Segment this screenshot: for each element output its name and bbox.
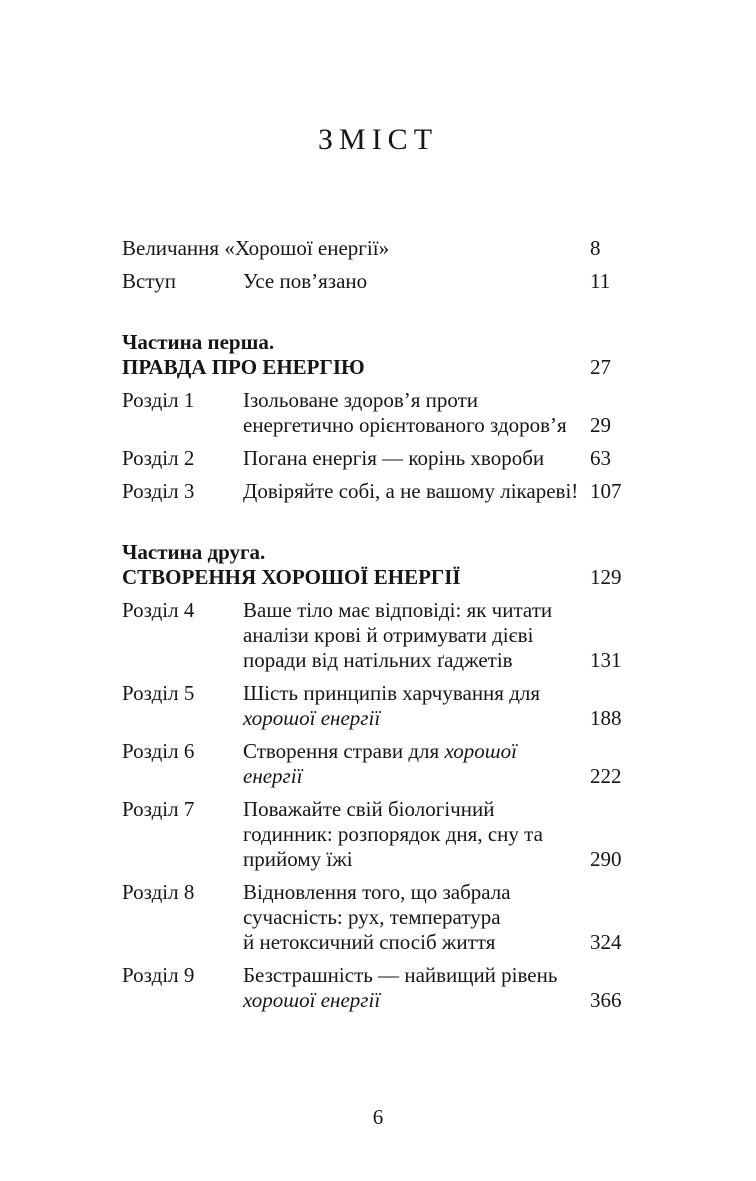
page-number-value: 107: [590, 479, 622, 503]
entry-page-number: [590, 269, 628, 294]
toc-title-line: [243, 269, 590, 294]
part-heading-line: СТВОРЕННЯ ХОРОШОЇ ЕНЕРГІЇ: [122, 565, 461, 589]
page-number-value: 8: [590, 236, 601, 260]
chapter-label: Розділ 6: [122, 739, 195, 763]
part-heading-line: ПРАВДА ПРО ЕНЕРГІЮ: [122, 355, 365, 379]
toc-title-run: поради від натільних ґаджетів: [243, 648, 513, 672]
toc-title-run: Шість принципів харчування для: [243, 681, 541, 705]
chapter-entry: [122, 388, 628, 438]
part-heading-line: Частина друга.: [122, 540, 266, 564]
chapter-entry: [122, 963, 628, 1013]
page-number-value: 366: [590, 988, 622, 1012]
toc-title-line: [243, 648, 590, 673]
chapter-entry: [122, 446, 628, 471]
page-number-value: 11: [590, 269, 611, 293]
entry-title-lines: [243, 479, 590, 504]
chapter-entry: [122, 880, 628, 955]
page-number-value: 222: [590, 764, 622, 788]
toc-title-line: [243, 847, 590, 872]
page-number-value: 131: [590, 648, 622, 672]
toc-title-run: Ваше тіло має відповіді: як читати: [243, 598, 553, 622]
entry-title-lines: [122, 330, 590, 380]
toc-title-line: [243, 764, 590, 789]
entry-title-lines: [243, 797, 590, 872]
entry-page-number: [590, 330, 628, 380]
page-number-value: 63: [590, 446, 611, 470]
chapter-label: Розділ 3: [122, 479, 195, 503]
entry-page-number: [590, 479, 628, 504]
chapter-label: Розділ 2: [122, 446, 195, 470]
toc-title-run: Відновлення того, що забрала: [243, 880, 511, 904]
toc-part: [122, 540, 628, 1013]
entry-page-number: [590, 598, 628, 673]
entry-title-lines: [243, 739, 590, 789]
toc-title-line: [122, 236, 590, 261]
chapter-label: Розділ 4: [122, 598, 195, 622]
toc-title-run: сучасність: рух, температура: [243, 905, 501, 929]
toc-title-line: [243, 479, 590, 504]
entry-title-lines: [243, 880, 590, 955]
toc-title-line: [243, 988, 590, 1013]
heading-entry: [122, 540, 628, 590]
toc-title-run: Ізольоване здоров’я проти: [243, 388, 479, 412]
toc-title-run: Величання «Хорошої енергії»: [122, 236, 390, 260]
toc-title-line: [243, 446, 590, 471]
toc-part: [122, 330, 628, 504]
chapter-label: Розділ 1: [122, 388, 195, 412]
entry-page-number: [590, 388, 628, 438]
entry-page-number: [590, 963, 628, 1013]
page-number-value: 29: [590, 413, 611, 437]
page-number-value: 188: [590, 706, 622, 730]
toc-title-run-italic: хорошої енергії: [243, 988, 381, 1012]
page-title: ЗМІСТ: [317, 123, 439, 157]
entry-page-number: [590, 446, 628, 471]
entry-title-lines: [243, 963, 590, 1013]
toc-title-line: [243, 963, 590, 988]
toc-title-line: [243, 739, 590, 764]
toc-title-line: [243, 822, 590, 847]
toc-title-line: [243, 706, 590, 731]
entry-page-number: [590, 540, 628, 590]
chapter-label: Розділ 9: [122, 963, 195, 987]
front-matter-entry: [122, 236, 628, 261]
entry-title-lines: [122, 236, 590, 261]
toc-title-line: [243, 388, 590, 413]
toc-list: [122, 236, 628, 1021]
chapter-label: Розділ 7: [122, 797, 195, 821]
toc-title-run: Усе пов’язано: [243, 269, 368, 293]
entry-title-lines: [122, 540, 590, 590]
toc-title-line: [243, 905, 590, 930]
toc-title-run-italic: хорошої енергії: [243, 706, 381, 730]
front-matter-entry: [122, 269, 628, 294]
toc-title-run: Створення страви для: [243, 739, 445, 763]
page-number-value: 324: [590, 930, 622, 954]
entry-page-number: [590, 236, 628, 261]
toc-title-run: годинник: розпорядок дня, сну та: [243, 822, 543, 846]
toc-title-run: Безстрашність — найвищий рівень: [243, 963, 558, 987]
entry-title-lines: [243, 388, 590, 438]
entry-page-number: [590, 739, 628, 789]
toc-title-line: [243, 623, 590, 648]
chapter-entry: [122, 739, 628, 789]
toc-title-run: й нетоксичний спосіб життя: [243, 930, 496, 954]
toc-title-run-italic: хорошої: [444, 739, 517, 763]
toc-title-line: [243, 797, 590, 822]
chapter-label: Розділ 8: [122, 880, 195, 904]
entry-title-lines: [243, 446, 590, 471]
toc-title-run: прийому їжі: [243, 847, 353, 871]
entry-page-number: [590, 681, 628, 731]
chapter-entry: [122, 479, 628, 504]
toc-title-line: [243, 413, 590, 438]
toc-title-line: [243, 681, 590, 706]
entry-title-lines: [243, 598, 590, 673]
chapter-entry: [122, 681, 628, 731]
toc-title-run: енергетично орієнтованого здоров’я: [243, 413, 567, 437]
entry-title-lines: [243, 681, 590, 731]
page-number-value: 27: [590, 355, 611, 379]
chapter-label: Розділ 5: [122, 681, 195, 705]
page-number-value: 129: [590, 565, 622, 589]
toc-title-run: Довіряйте собі, а не вашому лікареві!: [243, 479, 579, 503]
part-heading-line: Частина перша.: [122, 330, 275, 354]
entry-title-lines: [243, 269, 590, 294]
entry-page-number: [590, 880, 628, 955]
toc-title-run: Погана енергія — корінь хвороби: [243, 446, 545, 470]
toc-title-line: [243, 598, 590, 623]
toc-title-run: Поважайте свій біологічний: [243, 797, 495, 821]
heading-entry: [122, 330, 628, 380]
toc-title-run: аналізи крові й отримувати дієві: [243, 623, 534, 647]
footer-page-number: 6: [372, 1105, 384, 1129]
toc-title-run-italic: енергії: [243, 764, 303, 788]
chapter-entry: [122, 598, 628, 673]
chapter-entry: [122, 797, 628, 872]
toc-title-line: [243, 930, 590, 955]
entry-page-number: [590, 797, 628, 872]
toc-title-line: [243, 880, 590, 905]
chapter-label: Вступ: [122, 269, 176, 293]
page-number-value: 290: [590, 847, 622, 871]
